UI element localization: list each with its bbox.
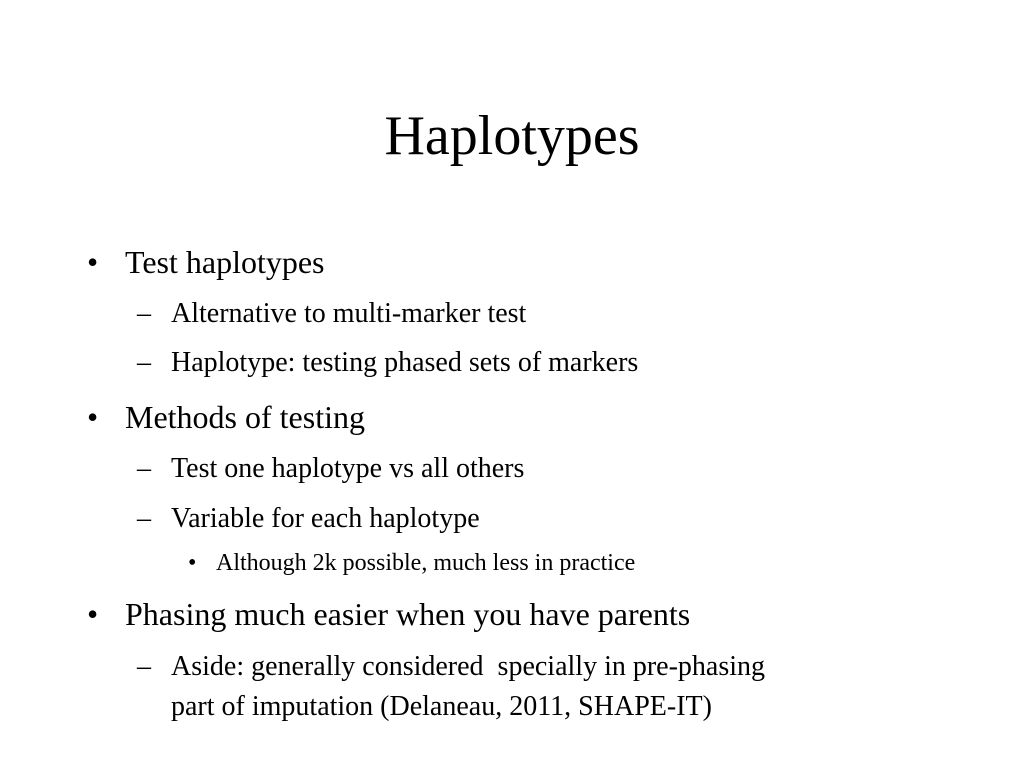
dash-icon: –: [137, 298, 151, 329]
dash-icon: –: [137, 453, 151, 484]
sub-bullet-text: Test one haplotype vs all others: [171, 453, 525, 484]
bullet-icon: •: [87, 399, 99, 435]
dash-icon: –: [137, 503, 151, 534]
dash-icon: –: [137, 651, 151, 682]
bullet-text: Test haplotypes: [125, 244, 325, 280]
slide-title: Haplotypes: [384, 105, 640, 167]
bullet-icon: •: [87, 244, 99, 280]
bullet-text: Methods of testing: [125, 399, 365, 435]
sub-bullet-text: Variable for each haplotype: [171, 503, 480, 534]
sub-sub-bullet-text: Although 2k possible, much less in practice: [216, 550, 636, 576]
sub-bullet-text: Haplotype: testing phased sets of markers: [171, 347, 639, 378]
sub-bullet-text-continued: part of imputation (Delaneau, 2011, SHAPE-IT): [171, 691, 712, 722]
sub-bullet-text: Aside: generally considered specially in pre-phasing: [171, 651, 766, 682]
bullet-text: Phasing much easier when you have parents: [125, 596, 691, 632]
bullet-icon: •: [188, 550, 197, 576]
bullet-icon: •: [87, 596, 99, 632]
sub-bullet-text: Alternative to multi-marker test: [171, 298, 527, 329]
dash-icon: –: [137, 347, 151, 378]
